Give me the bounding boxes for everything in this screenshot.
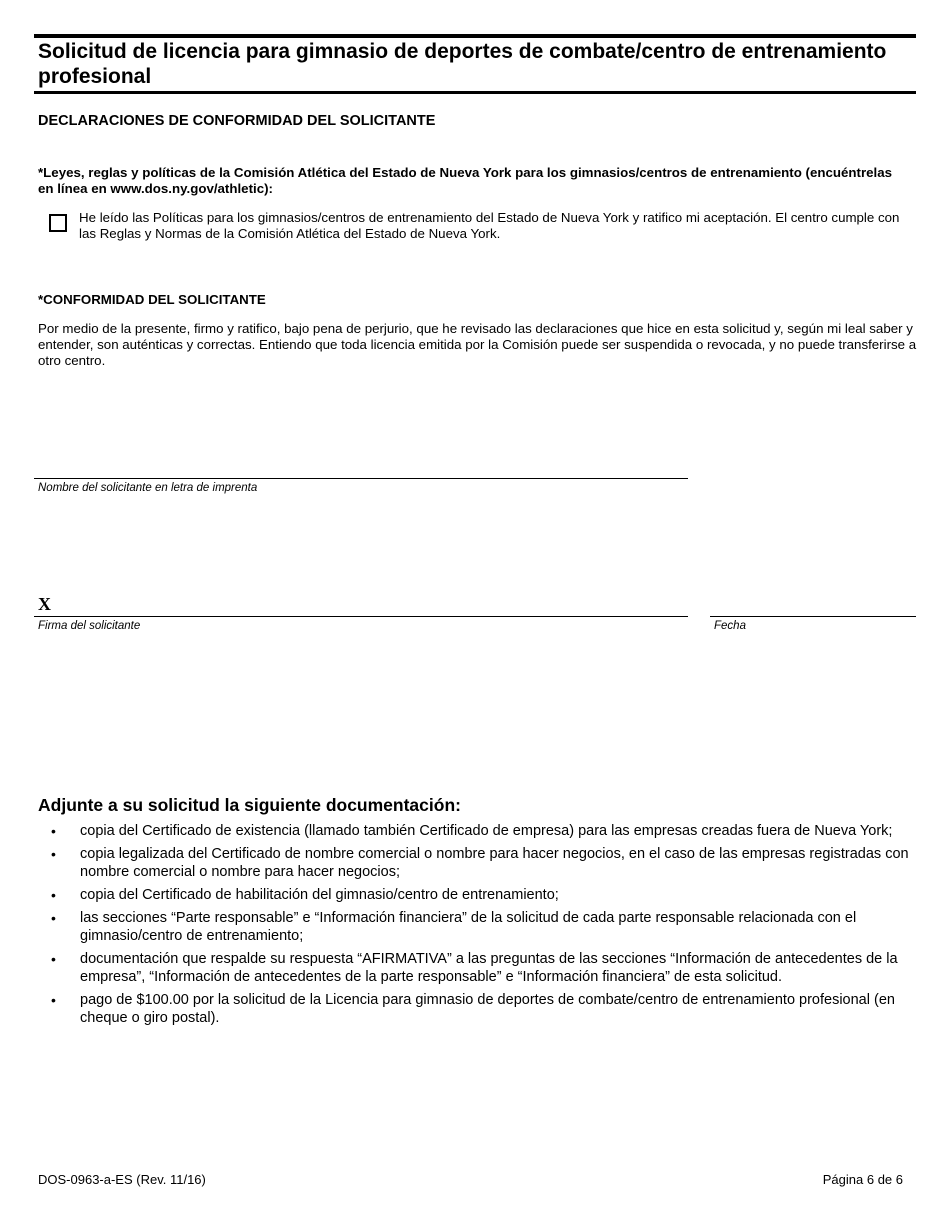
- date-label: Fecha: [714, 620, 746, 632]
- printed-name-label: Nombre del solicitante en letra de imprenta: [38, 482, 258, 494]
- bullet-icon: •: [51, 910, 56, 926]
- list-item: [38, 909, 918, 945]
- list-item-text: las secciones “Parte responsable” e “Información financiera” de la solicitud de cada parte responsable relacionada con el gimnasio/centro de entrenamiento;: [80, 910, 857, 944]
- bullet-icon: •: [51, 887, 56, 903]
- bullet-icon: •: [51, 846, 56, 862]
- list-item: [38, 822, 918, 840]
- acceptance-checkbox[interactable]: [49, 214, 67, 232]
- date-field[interactable]: [710, 616, 916, 617]
- laws-heading: *Leyes, reglas y políticas de la Comisión Atlética del Estado de Nueva York para los gimnasios/centros de entrenamiento (encuéntrelas en línea en www.dos.ny.gov/athletic):: [38, 165, 892, 196]
- section-heading: DECLARACIONES DE CONFORMIDAD DEL SOLICITANTE: [38, 113, 436, 129]
- signature-x-mark: X: [38, 594, 51, 614]
- signature-field[interactable]: [34, 616, 688, 617]
- list-item: [38, 886, 918, 904]
- list-item: [38, 950, 918, 986]
- page-number: Página 6 de 6: [822, 1172, 903, 1187]
- documents-list: [38, 822, 918, 1032]
- signature-label: Firma del solicitante: [38, 620, 141, 632]
- list-item-text: copia legalizada del Certificado de nombre comercial o nombre para hacer negocios, en el caso de las empresas registradas con nombre comercial o nombre para hacer negocios;: [80, 846, 909, 880]
- bullet-icon: •: [51, 992, 56, 1008]
- list-item-text: pago de $100.00 por la solicitud de la Licencia para gimnasio de deportes de combate/centro de entrenamiento profesional (en cheque o giro postal).: [80, 992, 895, 1026]
- list-item-text: copia del Certificado de existencia (llamado también Certificado de empresa) para las empresas creadas fuera de Nueva York;: [80, 823, 893, 839]
- list-item-text: copia del Certificado de habilitación del gimnasio/centro de entrenamiento;: [80, 887, 559, 903]
- bullet-icon: •: [51, 823, 56, 839]
- list-item-text: documentación que respalde su respuesta “AFIRMATIVA” a las preguntas de las secciones “Información de antecedentes de la empresa”, “Información de antecedentes de la parte responsable” e “Información financiera” de esta solicitud.: [80, 951, 898, 985]
- conformity-heading: *CONFORMIDAD DEL SOLICITANTE: [38, 292, 266, 307]
- list-item: [38, 845, 918, 881]
- acceptance-checkbox-label: He leído las Políticas para los gimnasios/centros de entrenamiento del Estado de Nueva York y ratifico mi aceptación. El centro cumple con las Reglas y Normas de la Comisión Atlética del Estado de Nueva York.: [79, 210, 900, 241]
- conformity-statement: Por medio de la presente, firmo y ratifico, bajo pena de perjurio, que he revisado las declaraciones que hice en esta solicitud y, según mi leal saber y entender, son auténticas y correctas. Entiendo que toda licencia emitida por la Comisión puede ser suspendida o revocada, y no puede transferirse a otro centro.: [38, 321, 917, 368]
- page-title: Solicitud de licencia para gimnasio de deportes de combate/centro de entrenamiento profesional: [38, 40, 887, 88]
- printed-name-field[interactable]: [34, 478, 688, 479]
- documents-heading: Adjunte a su solicitud la siguiente documentación:: [38, 795, 461, 815]
- title-bottom-rule: [34, 91, 916, 94]
- title-top-rule: [34, 34, 916, 38]
- bullet-icon: •: [51, 951, 56, 967]
- form-id: DOS-0963-a-ES (Rev. 11/16): [38, 1172, 206, 1187]
- list-item: [38, 991, 918, 1027]
